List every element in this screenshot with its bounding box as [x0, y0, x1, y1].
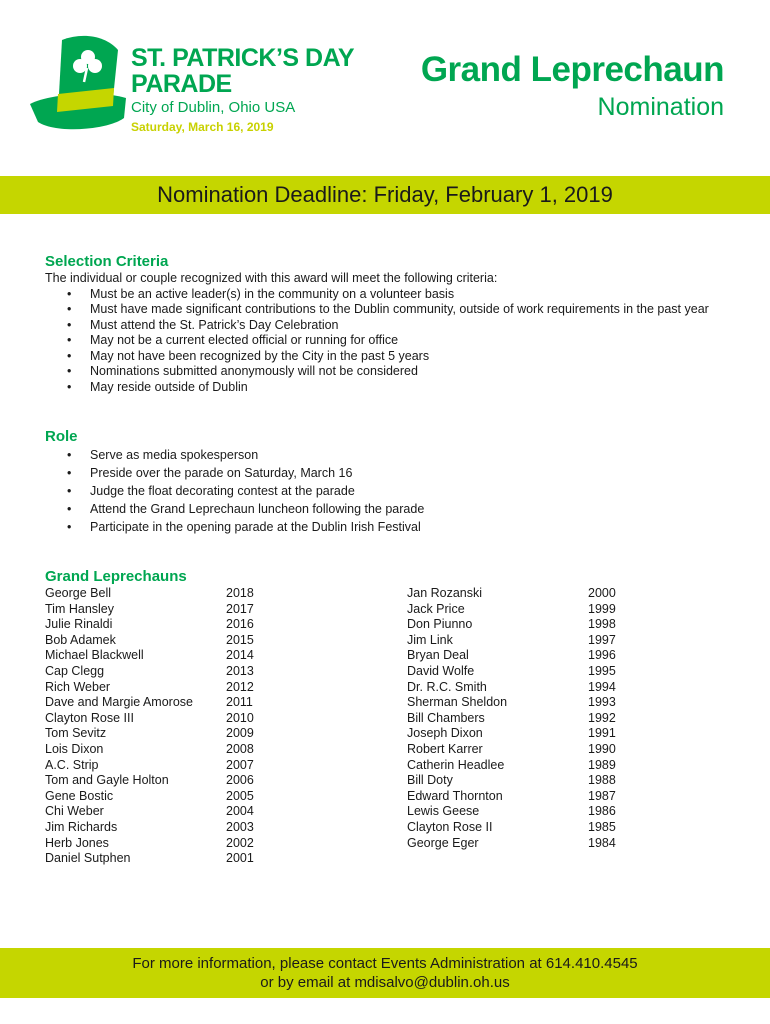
- winner-name: David Wolfe: [407, 663, 475, 678]
- winner-name: George Eger: [407, 835, 479, 850]
- winner-year: 1985: [588, 819, 616, 834]
- winner-name: Clayton Rose III: [45, 710, 134, 725]
- winner-year: 2010: [226, 710, 254, 725]
- winner-name: Edward Thornton: [407, 788, 503, 803]
- winner-name: Bob Adamek: [45, 632, 116, 647]
- winner-name: Dave and Margie Amorose: [45, 695, 193, 710]
- criteria-intro: The individual or couple recognized with this award will meet the following criteria:: [45, 271, 498, 285]
- list-item: • Must have made significant contributions to the Dublin community, outside of work requirements in the past year: [45, 302, 735, 318]
- winner-name: Julie Rinaldi: [45, 617, 113, 632]
- logo-city: City of Dublin, Ohio USA: [131, 99, 296, 116]
- logo-date: Saturday, March 16, 2019: [131, 120, 274, 134]
- list-item: • Judge the float decorating contest at the parade: [45, 482, 735, 500]
- winner-name: Jim Link: [407, 632, 453, 647]
- winner-year: 1984: [588, 835, 616, 850]
- winner-name: Michael Blackwell: [45, 648, 144, 663]
- parade-logo: [28, 30, 368, 140]
- list-item: • May not be a current elected official or running for office: [45, 333, 735, 349]
- deadline-banner: [0, 176, 770, 214]
- winner-name: Sherman Sheldon: [407, 695, 508, 710]
- winner-name: Lewis Geese: [407, 804, 480, 819]
- winner-year: 1992: [588, 710, 616, 725]
- winner-name: Bill Chambers: [407, 710, 485, 725]
- winner-name: Robert Karrer: [407, 741, 483, 756]
- winner-year: 2006: [226, 773, 254, 788]
- winner-year: 1994: [588, 679, 616, 694]
- winner-year: 2016: [226, 617, 254, 632]
- winner-name: Tom Sevitz: [45, 726, 107, 741]
- winner-name: Cap Clegg: [45, 663, 105, 678]
- winner-year: 2005: [226, 788, 254, 803]
- winner-year: 1987: [588, 788, 616, 803]
- selection-criteria-section: [45, 253, 735, 396]
- winner-name: Daniel Sutphen: [45, 851, 131, 866]
- winner-year: 2017: [226, 601, 254, 616]
- winner-name: Dr. R.C. Smith: [407, 679, 487, 694]
- winner-year: 1989: [588, 757, 616, 772]
- winner-name: Bill Doty: [407, 773, 453, 788]
- winner-year: 2002: [226, 835, 254, 850]
- winner-year: 2003: [226, 819, 254, 834]
- left-names-column: [45, 586, 193, 867]
- winner-year: 2004: [226, 804, 254, 819]
- winner-year: 2014: [226, 648, 254, 663]
- winner-name: Clayton Rose II: [407, 819, 493, 834]
- winner-year: 2018: [226, 586, 254, 600]
- winner-name: Lois Dixon: [45, 741, 104, 756]
- winner-year: 1986: [588, 804, 616, 819]
- role-list: [45, 446, 735, 536]
- list-item: • Must attend the St. Patrick’s Day Celebration: [45, 318, 735, 334]
- list-item: • Preside over the parade on Saturday, March 16: [45, 464, 735, 482]
- deadline-text: Nomination Deadline: Friday, February 1, 2019: [157, 182, 613, 207]
- winner-name: Chi Weber: [45, 804, 104, 819]
- winner-year: 2001: [226, 851, 254, 866]
- winner-name: Tom and Gayle Holton: [45, 773, 169, 788]
- winner-year: 2012: [226, 679, 254, 694]
- winner-year: 2008: [226, 741, 254, 756]
- list-item: • Participate in the opening parade at the Dublin Irish Festival: [45, 518, 735, 536]
- winner-name: Gene Bostic: [45, 788, 114, 803]
- leprechaun-hat-icon: [28, 30, 128, 140]
- winner-name: A.C. Strip: [45, 757, 99, 772]
- winner-name: Joseph Dixon: [407, 726, 483, 741]
- page-subtitle: Nomination: [597, 93, 724, 121]
- section-heading: Grand Leprechauns: [45, 568, 187, 585]
- right-names-column: [407, 586, 507, 851]
- winner-year: 2000: [588, 586, 616, 600]
- footer-contact-email: or by email at mdisalvo@dublin.oh.us: [260, 974, 510, 991]
- past-winners-table: [45, 586, 735, 866]
- winner-year: 1998: [588, 617, 616, 632]
- winner-name: Don Piunno: [407, 617, 473, 632]
- right-years-column: [588, 586, 616, 851]
- footer-contact-phone: For more information, please contact Events Administration at 614.410.4545: [132, 955, 638, 972]
- winner-name: Jim Richards: [45, 819, 118, 834]
- winner-year: 1995: [588, 663, 616, 678]
- section-heading: Role: [45, 428, 78, 445]
- winner-name: Jack Price: [407, 601, 465, 616]
- section-heading: Selection Criteria: [45, 253, 169, 270]
- winner-year: 1993: [588, 695, 616, 710]
- list-item: • May not have been recognized by the City in the past 5 years: [45, 349, 735, 365]
- winner-year: 2007: [226, 757, 254, 772]
- page-title: Grand Leprechaun: [420, 50, 724, 89]
- winner-year: 1997: [588, 632, 616, 647]
- winner-name: George Bell: [45, 586, 112, 600]
- criteria-list: [45, 287, 735, 396]
- winner-year: 1991: [588, 726, 616, 741]
- role-section: [45, 428, 735, 536]
- winner-year: 2011: [226, 695, 253, 710]
- logo-title-line2: PARADE: [131, 70, 232, 98]
- winner-year: 2009: [226, 726, 254, 741]
- winner-year: 1988: [588, 773, 616, 788]
- winner-name: Tim Hansley: [45, 601, 114, 616]
- list-item: • Nominations submitted anonymously will not be considered: [45, 364, 735, 380]
- winner-name: Catherin Headlee: [407, 757, 505, 772]
- winner-name: Bryan Deal: [407, 648, 469, 663]
- logo-title-line1: ST. PATRICK’S DAY: [131, 44, 355, 72]
- winner-year: 1996: [588, 648, 616, 663]
- winner-year: 1990: [588, 741, 616, 756]
- left-years-column: [226, 586, 254, 867]
- winner-year: 2013: [226, 663, 254, 678]
- winner-name: Herb Jones: [45, 835, 109, 850]
- list-item: • Serve as media spokesperson: [45, 446, 735, 464]
- winner-name: Rich Weber: [45, 679, 111, 694]
- list-item: • Attend the Grand Leprechaun luncheon following the parade: [45, 500, 735, 518]
- list-item: • Must be an active leader(s) in the community on a volunteer basis: [45, 287, 735, 303]
- contact-footer: [0, 948, 770, 998]
- winner-year: 2015: [226, 632, 254, 647]
- winner-name: Jan Rozanski: [407, 586, 483, 600]
- winner-year: 1999: [588, 601, 616, 616]
- grand-leprechauns-section: [45, 568, 735, 866]
- list-item: • May reside outside of Dublin: [45, 380, 735, 396]
